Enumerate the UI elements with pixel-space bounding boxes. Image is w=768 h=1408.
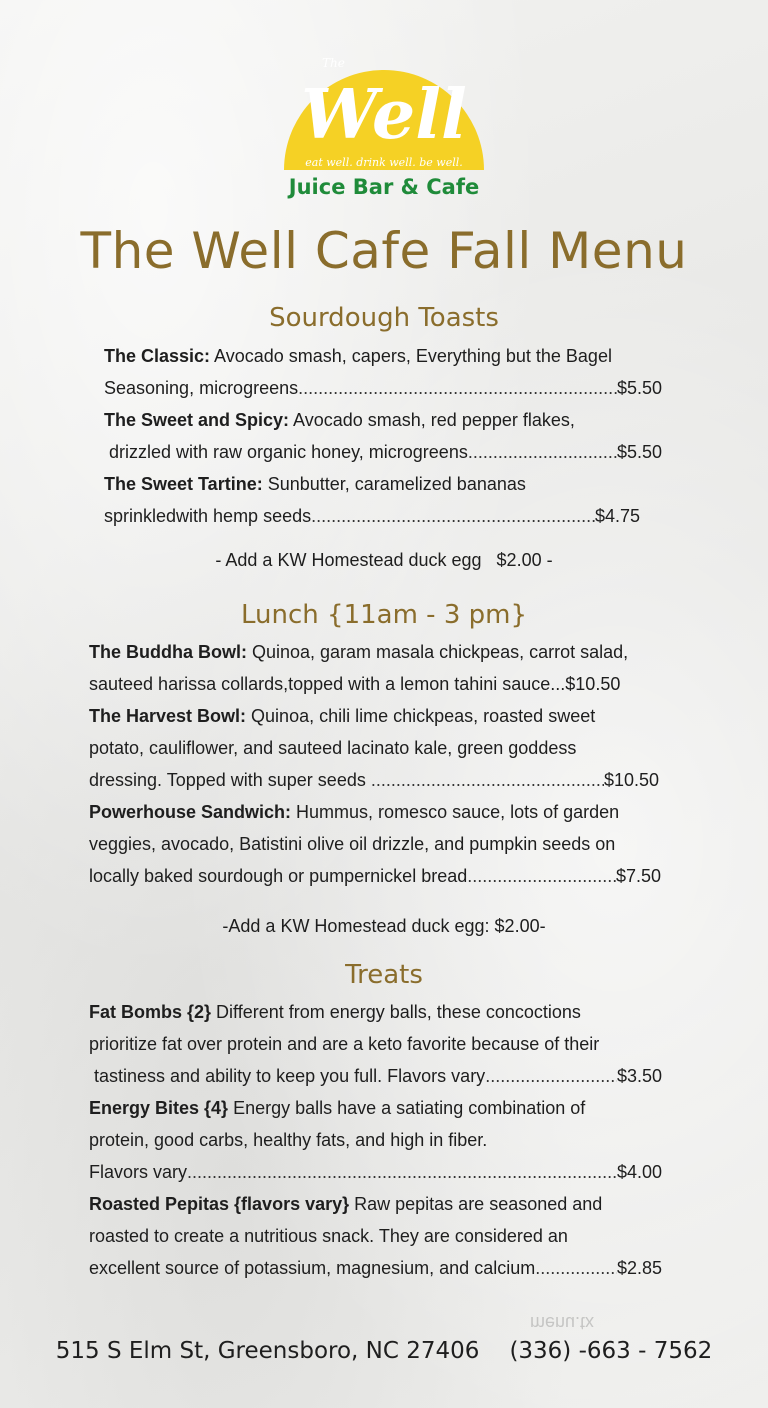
item-desc: excellent source of potassium, magnesium, and calcium xyxy=(89,1258,536,1278)
leader-dots xyxy=(485,1060,617,1092)
item-desc: roasted to create a nutritious snack. They are considered an xyxy=(89,1226,568,1246)
menu-item-fat-bombs xyxy=(89,996,663,1092)
watermark: menu.tx xyxy=(530,1313,595,1333)
leader-dots xyxy=(187,1156,617,1188)
item-desc: Raw pepitas are seasoned and xyxy=(349,1194,603,1214)
item-desc: protein, good carbs, healthy fats, and high in fiber. xyxy=(89,1130,488,1150)
item-desc: Avocado smash, red pepper flakes, xyxy=(289,410,575,430)
section-title-toasts: Sourdough Toasts xyxy=(269,303,499,333)
menu-item-energy-bites xyxy=(89,1092,663,1188)
logo-sun-icon xyxy=(264,30,504,180)
leader-dots xyxy=(535,1252,617,1284)
section-title-treats: Treats xyxy=(345,960,423,990)
item-name: Powerhouse Sandwich: xyxy=(89,802,292,822)
item-price: $5.50 xyxy=(616,378,662,398)
item-desc: Quinoa, garam masala chickpeas, carrot salad, xyxy=(246,642,629,662)
item-price: $3.50 xyxy=(616,1066,662,1086)
item-name: The Classic: xyxy=(104,346,211,366)
item-desc: drizzled with raw organic honey, microgreens xyxy=(104,442,468,462)
item-desc: Flavors vary xyxy=(89,1162,188,1182)
menu-item-sweet-and-spicy xyxy=(104,404,662,468)
logo-tagline: eat well. drink well. be well. xyxy=(305,156,463,169)
footer xyxy=(0,1338,768,1364)
leader-dots xyxy=(311,500,595,532)
menu-item-the-classic xyxy=(104,340,662,404)
item-desc: Quinoa, chili lime chickpeas, roasted sweet xyxy=(246,706,596,726)
item-desc: prioritize fat over protein and are a keto favorite because of their xyxy=(89,1034,600,1054)
item-name: Energy Bites {4} xyxy=(89,1098,229,1118)
leader-dots xyxy=(467,860,616,892)
item-desc: Energy balls have a satiating combination of xyxy=(228,1098,586,1118)
page-title: The Well Cafe Fall Menu xyxy=(80,222,688,280)
item-price: $7.50 xyxy=(615,866,661,886)
leader-dots xyxy=(298,372,617,404)
item-desc: Seasoning, microgreens xyxy=(104,378,299,398)
item-price: $2.85 xyxy=(616,1258,662,1278)
item-desc: Sunbutter, caramelized bananas xyxy=(262,474,526,494)
addon-duck-egg-toasts: - Add a KW Homestead duck egg $2.00 - xyxy=(215,550,553,570)
addon-duck-egg-lunch: -Add a KW Homestead duck egg: $2.00- xyxy=(222,916,546,936)
item-desc: sprinkledwith hemp seeds xyxy=(104,506,312,526)
item-desc: potato, cauliflower, and sauteed lacinato kale, green goddess xyxy=(89,738,577,758)
item-desc: veggies, avocado, Batistini olive oil drizzle, and pumpkin seeds on xyxy=(89,834,616,854)
leader-dots xyxy=(468,436,617,468)
logo-subtitle: Juice Bar & Cafe xyxy=(288,175,480,199)
item-desc: Different from energy balls, these concoctions xyxy=(211,1002,581,1022)
item-name: The Buddha Bowl: xyxy=(89,642,247,662)
item-desc: sauteed harissa collards,topped with a lemon tahini sauce... xyxy=(89,674,566,694)
logo xyxy=(0,0,768,210)
toasts-list xyxy=(104,340,662,532)
menu-item-buddha-bowl xyxy=(89,636,663,700)
item-name: Roasted Pepitas {flavors vary} xyxy=(89,1194,350,1214)
item-price: $10.50 xyxy=(565,674,621,694)
menu-item-sweet-tartine xyxy=(104,468,662,532)
item-name: The Harvest Bowl: xyxy=(89,706,247,726)
leader-dots xyxy=(371,764,604,796)
menu-item-powerhouse-sandwich xyxy=(89,796,663,892)
logo-small-word: The xyxy=(322,56,345,70)
footer-address: 515 S Elm St, Greensboro, NC 27406 xyxy=(55,1338,480,1364)
item-name: Fat Bombs {2} xyxy=(89,1002,212,1022)
item-price: $5.50 xyxy=(616,442,662,462)
item-price: $4.75 xyxy=(594,506,640,526)
item-price: $4.00 xyxy=(616,1162,662,1182)
footer-phone[interactable]: (336) -663 - 7562 xyxy=(509,1338,713,1364)
lunch-list xyxy=(89,636,663,892)
item-name: The Sweet Tartine: xyxy=(104,474,263,494)
item-name: The Sweet and Spicy: xyxy=(104,410,290,430)
item-desc: tastiness and ability to keep you full. Flavors vary xyxy=(89,1066,486,1086)
menu-item-harvest-bowl xyxy=(89,700,663,796)
item-desc: locally baked sourdough or pumpernickel bread xyxy=(89,866,468,886)
logo-brand: Well xyxy=(301,75,467,155)
item-desc: Hummus, romesco sauce, lots of garden xyxy=(291,802,620,822)
treats-list xyxy=(89,996,663,1284)
menu-item-roasted-pepitas xyxy=(89,1188,663,1284)
item-desc: Avocado smash, capers, Everything but the Bagel xyxy=(210,346,612,366)
item-price: $10.50 xyxy=(603,770,659,790)
section-title-lunch: Lunch {11am - 3 pm} xyxy=(241,600,527,630)
item-desc: dressing. Topped with super seeds xyxy=(89,770,371,790)
